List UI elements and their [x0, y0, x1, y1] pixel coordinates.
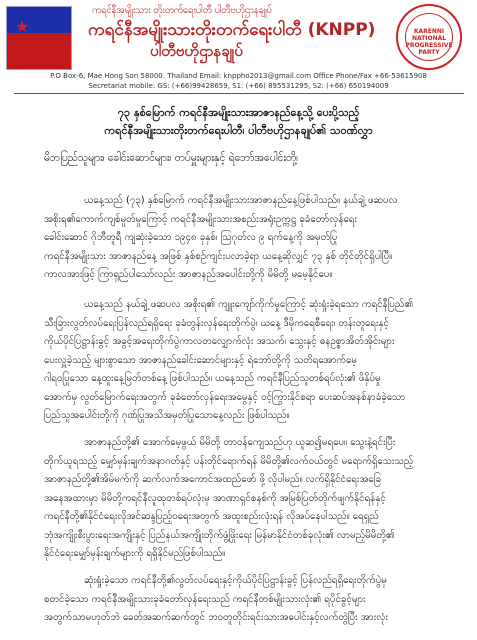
paragraph-line: ခေါင်းဆောင် ဂိုဘီတူရီ ကျဆုံးခဲ့သော ၁၉၄၈ ခုနှစ်၊ ဩဂုတ်လ ၉ ရက်နေ့ကို အမှတ်ပြု: [44, 232, 338, 243]
paragraph-line: ကရင်နီတို့၏နိုင်ငံရေးလိုအင်ဆန္ဒပြည့်ဝရေးအတွက် အထူးစည်းလုံးရန် လိုအပ်နေပါသည်။ ရေရှည်: [44, 511, 379, 522]
paragraph-line: စတင်ခဲ့သော ကရင်နီအမျိုးသားခုခံတော်လှန်ရေးသည် ကရင်နီတစ်မျိုးသားလုံး၏ ရပိုင်ခွင့်များ: [44, 593, 366, 605]
paragraph-line: ကိုယ်ပိုင်ပြဋ္ဌာန်းခွင့် အခွင့်အရေးတိုက်ပွဲကာလတလျှောက်လုံး အသက်၊ သွေးနှင့် ဓနဥစ္စာအိတ်အိုင်းများ: [44, 336, 395, 347]
paragraph-line: ယနေ့သည် (၇၃) နှစ်မြောက် ကရင်နီအမျိုးသားအာဇာနည်နေ့ဖြစ်ပါသည်။ နယ်ချဲ့ ဖဆပလ: [84, 195, 398, 206]
header-divider: [14, 93, 464, 94]
org-name-line1: ကရင်နီအမျိုးသား တိုးတက်ရေးပါတီ ပါတီဗဟိုဌာနချုပ်: [92, 5, 272, 16]
paragraph-line: ယနေ့သည် နယ်ချဲ့ ဖဆပလ အစိုးရ၏ ကျူးကျော်ကိုက်မှုကြောင့် ဆုံးရှုံးခဲ့ရသော ကရင်နီပြည်၏: [84, 299, 414, 310]
org-name-line2: ကရင်နီအမျိုးသားတိုးတက်ရေးပါတီ (KNPP): [88, 20, 376, 40]
paragraph-line: ပေးလှူခဲ့သည့် များစွာသော အာဇာနည်ခေါင်းဆောင်များနှင့် ရဲဘော်တို့ကို သတိရအောက်မေ့: [44, 354, 357, 366]
paragraph-4: [44, 572, 454, 628]
paragraph-line: အာဇာနည်တို့၏အိမ်မက်ကို ဆက်လက်အကောင်အထည်ဖော် ဖို့ လိုပါမည်။ လက်ရှိနိုင်ငံရေးအခြေ: [44, 474, 382, 485]
paragraph-line: ကရင်နီအမျိုးသား အာဇာနည်နေ့ အဖြစ် နှစ်စဉ်ကျင်းပလာခဲ့ရာ ယနေ့ဆိုလျှင် ၇၃ နှစ် တိုင်တိုင်ရှိပါပြီ။: [44, 250, 393, 262]
seal-text: KARENNI NATIONAL PROGRESSIVE PARTY: [405, 28, 453, 56]
paragraph-line: ဂါရဝပြုသော နေ့ထူးနေ့မြတ်တစ်နေ့ ဖြစ်ပါသည်။ ယနေ့သည် ကရင်နီပြည်သူတစ်ရပ်လုံး၏ ဖိနှိပ်မှု: [44, 373, 381, 384]
paragraph-line: တိုက်ယူရသည့် မျှော်မှန်းချက်အနာဂတ်နှင့် ပန်းတိုင်ရောက်ရန် မိမိတို့၏လက်ဝယ်တွင် မရောက်ရှိသေးသည့်: [44, 455, 414, 467]
paragraph-line: အောက်မှ လွတ်မြောက်ရေးအတွက် ခုခံတော်လှန်ရေးအမွေနှင့် ဝင့်ကြွားနိုင်စရာ ပေးဆပ်အနစ်နာခံခဲ့သော: [44, 391, 406, 403]
paragraph-line: ကာလအားဖြင့် ကြာရှည်ပါသော်လည်း အာဇာနည်အပေါင်းတို့ကို မိမိတို့ မမေ့နိုင်ပေ။: [44, 269, 333, 280]
paragraph-line: အနေအထားမှာ မိမိတို့ကရင်နီလူထုတစ်ရပ်လုံးမှ အာဏာရှင်စနစ်ကို အမြစ်ပြတ်တိုက်ဖျက်နိုင်ရန်နှင့်: [44, 492, 386, 504]
salutation: မိဘပြည်သူများ၊ ခေါင်းဆောင်များ၊ တပ်မှူးများနှင့် ရဲဘော်အပေါင်းတို့၊: [44, 152, 298, 164]
paragraph-line: အစိုးရ၏ကောက်ကျစ်မှုတ်မှုကြောင့် ကရင်နီအမျိုးသားအစည်းအရုံးဥက္ကဋ္ဌ ခုခံတော်လှန်ရေး: [44, 213, 357, 225]
flag-red-band: [7, 33, 71, 69]
star-icon: ★: [15, 17, 30, 36]
document-title-line1: ၇၃ နှစ်မြောက် ကရင်နီအမျိုးသားအာဇာနည်နေ့သို့ ပေးပို့သည့်: [117, 106, 360, 119]
paragraph-line: ဆုံးရှုံးခဲ့သော ကရင်နီတို့၏လွတ်လပ်ရေးနှင့်ကိုယ်ပိုင်ပြဋ္ဌာန်းခွင့် ပြန်လည်ရရှိရေးတိုက်ပွဲမှ: [84, 575, 387, 586]
secretariat-line: Secretariat mobile: GS: (+66)99428659, S1: (+66) 895531295, S2: (+66) 650194009: [88, 82, 389, 90]
paragraph-3: [44, 434, 454, 564]
paragraph-1: [44, 192, 454, 285]
paragraph-line: အတွက်သာမဟုတ်ဘဲ ခေတ်အဆက်ဆက်တွင် ဘဝတူတိုင်းရင်းသားအပေါင်းနှင့်လက်တွဲပြီး အားလုံး: [44, 612, 388, 623]
document-title-line2: ကရင်နီအမျိုးသားတိုးတက်ရေးပါတီ၊ ပါတီဗဟိုဌာနချုပ်၏ သဝဏ်လွှာ: [104, 124, 373, 137]
paragraph-line: သီးခြားလွတ်လပ်ရေးပြန်လည်ရရှိရေး ခုခံတွန်းလှန်ရေးတိုက်ပွဲ၊ ယနေ့ ဒီမိုကရေစီရေး၊ တန်းတူရေးနှင့်: [44, 317, 389, 329]
party-flag: [6, 6, 72, 70]
paragraph-line: နိုင်ငံရေးမျှော်မှန်းချက်များကို ရရှိနိုင်မည်ဖြစ်ပါသည်။: [44, 548, 226, 559]
paragraph-line: အာဇာနည်တို့၏ အောက်မေ့ဖွယ် မိမိတို့ တာဝန်ကျေသည်ဟု ယူဆ၍မရပေ။ သွေးနဲ့ရင်းပြီး: [84, 437, 396, 448]
org-name-line3: ပါတီဗဟိုဌာနချုပ်: [150, 42, 243, 60]
paragraph-2: [44, 296, 454, 426]
paragraph-line: ပြည်သူအပေါင်းတို့ကို ဂုဏ်ပြုအသိအမှတ်ပြုသောနေ့လည်း ဖြစ်ပါသည်။: [44, 410, 290, 421]
address-line: P.O Box-6, Mae Hong Son 58000. Thailand Email: knppho2013@gmail.com Office Phone/Fax +66-53615908: [50, 72, 427, 80]
party-seal: [396, 4, 462, 70]
paragraph-line: ဘုံအကျိုးစီးပွားရေးအကျိုးနှင့် ပြည်နယ်အကျိုးတိုက်ဖွံ့ဖြိုးရေး မြန်မာနိုင်ငံတစ်ခုလုံး၏ လာမည့်မိမိတို့၏: [44, 529, 395, 541]
